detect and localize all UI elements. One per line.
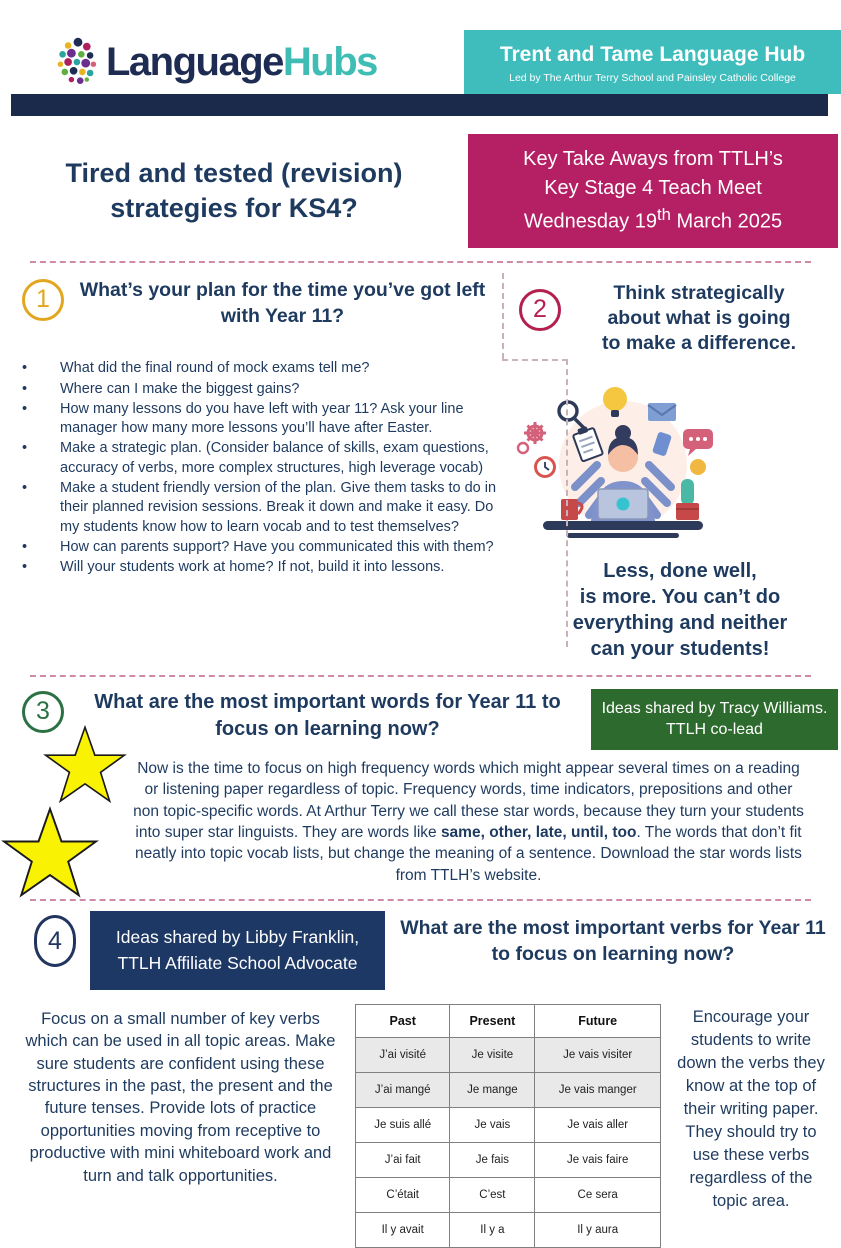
bullet-text: Will your students work at home? If not, build it into lessons. [60,559,445,576]
quote-line: Less, done well, [603,559,757,582]
table-cell: Je mange [450,1072,535,1107]
list-item [14,538,505,557]
navy-divider-bar [11,94,828,116]
table-cell: Je vais aller [535,1107,661,1142]
logo-wordmark [106,42,377,82]
takeaway-date-suffix: March 2025 [670,210,783,233]
section-3-number-badge: 3 [22,691,64,733]
column-header-present: Present [450,1004,535,1037]
section-2 [505,275,841,662]
paragraph-text: Now is the time to focus on high frequency words which might appear several times on a reading or listening paper regardless of topic. Frequency words, time indicators, prepositions and other non topic-specific words. At Arthur Terry we call these star words, because they turn your students into super star linguists. They are words like [133,759,804,841]
section-3 [0,677,841,886]
section-1 [0,275,505,662]
logo-dots-icon [56,36,100,88]
table-cell: Je vais visiter [535,1037,661,1072]
star-icon [2,807,98,899]
takeaway-date [472,203,834,237]
languagehubs-logo [56,30,377,94]
table-cell: C’est [450,1177,535,1212]
table-cell: C’était [356,1177,450,1212]
list-item [14,380,505,399]
verb-table-container [355,1004,661,1248]
table-row [356,1142,661,1177]
magnifier-icon [559,402,584,428]
section-4-right-paragraph: Encourage your students to write down the verbs they know at the top of their writing paper. They should try to use these verbs regardless of the topic area. [677,1007,825,1211]
table-cell: J’ai visité [356,1037,450,1072]
takeaway-line1: Key Take Aways from TTLH’s [523,148,783,170]
section-2-heading-line: to make a difference. [602,332,796,355]
speech-bubble-icon [683,429,713,456]
section-3-heading: What are the most important words for Year 11 to focus on learning now? [94,690,561,740]
hub-banner [464,30,841,94]
bullet-text: Where can I make the biggest gains? [60,380,300,397]
section-1-heading: What’s your plan for the time you’ve got left with Year 11? [79,278,486,327]
bullet-icon [14,439,60,478]
bullet-text: What did the final round of mock exams tell me? [60,360,370,377]
section-1-bullet-list [14,359,505,577]
list-item [14,400,505,439]
section-4-number-badge: 4 [34,915,76,967]
column-divider [566,359,568,647]
list-item [14,558,505,577]
column-divider [502,273,504,359]
intro-row [0,134,841,248]
logo-word-language: Language [106,40,283,84]
table-row [356,1212,661,1247]
sections-1-2 [0,263,841,662]
list-item [14,479,505,537]
hub-banner-title: Trent and Tame Language Hub [499,43,806,66]
section-2-number-badge: 2 [519,289,561,331]
bullet-icon [14,359,60,378]
section-4-left-paragraph: Focus on a small number of key verbs which can be used in all topic areas. Make sure students are confident using these structures in the past, the present and the future tenses. Provide lots of practice opportunities moving from receptive to productive with mini whiteboard work and turn and talk opportunities. [25,1009,336,1185]
header [0,0,841,94]
section-4 [0,901,841,1248]
table-row [356,1072,661,1107]
verb-table [355,1004,661,1248]
clock-icon [534,456,556,478]
table-row [356,1177,661,1212]
table-header-row [356,1004,661,1037]
section-2-heading-line: Think strategically [613,281,785,304]
table-cell: Je suis allé [356,1107,450,1142]
quote-line: can your students! [590,637,770,660]
bullet-text: How can parents support? Have you communicated this with them? [60,538,494,555]
bullet-icon [14,558,60,577]
logo-word-hubs: Hubs [282,40,377,84]
section-3-paragraph [130,758,807,886]
credit-line: Ideas shared by Libby Franklin, [115,927,360,948]
envelope-icon [648,403,676,421]
bullet-text: How many lessons do you have left with year 11? Ask your line manager how many more lessons you’ll have after Easter. [60,400,464,437]
column-header-future: Future [535,1004,661,1037]
table-cell: Je vais faire [535,1142,661,1177]
desk-shadow [567,533,679,538]
page-title-line2: strategies for KS4? [110,192,358,223]
table-cell: Il y a [450,1212,535,1247]
coin-icon [690,459,706,475]
table-cell: Je fais [450,1142,535,1177]
page-title [0,156,468,226]
bullet-icon [14,400,60,439]
hub-banner-subtitle: Led by The Arthur Terry School and Painsley Catholic College [509,72,796,84]
section-4-header [0,911,841,990]
credit-line: TTLH Affiliate School Advocate [117,953,358,974]
section-1-header [0,275,505,330]
takeaway-box [468,134,838,248]
gear-icon [518,422,546,453]
bullet-text: Make a student friendly version of the plan. Give them tasks to do in their planned revision sessions. Break it down and make it easy. Do my students know how to learn vocab and to test themselves? [60,479,497,535]
table-cell: Je vais [450,1107,535,1142]
list-item [14,439,505,478]
section-4-body [0,1004,841,1248]
paragraph-text: . The words that don’t fit neatly into topic vocab lists, but change the meaning of a sentence. Download the star words lists from TTLH’s website. [135,824,802,884]
section-4-credit-box [90,911,385,990]
section-2-heading [561,281,841,357]
bullet-icon [14,380,60,399]
multitasking-illustration [505,369,741,543]
bullet-icon [14,479,60,537]
takeaway-date-prefix: Wednesday 19 [523,210,657,233]
laptop-icon [598,489,648,519]
quote-line: is more. You can’t do [579,585,781,608]
table-cell: Je vais manger [535,1072,661,1107]
takeaway-date-sup: th [656,205,671,224]
section-4-heading: What are the most important verbs for Year 11 to focus on learning now? [400,917,826,966]
column-header-past: Past [356,1004,450,1037]
section-2-header [505,275,841,357]
table-row [356,1037,661,1072]
table-cell: Je visite [450,1037,535,1072]
paragraph-bold-words: same, other, late, until, too [440,824,637,841]
star-icon [44,725,126,805]
section-3-header [0,689,841,750]
table-cell: J’ai mangé [356,1072,450,1107]
section-2-heading-line: about what is going [607,307,791,329]
table-cell: J’ai fait [356,1142,450,1177]
quote-line: everything and neither [572,611,788,634]
section-3-credit-box: Ideas shared by Tracy Williams. TTLH co-lead [591,689,838,750]
list-item [14,359,505,378]
table-cell: Il y avait [356,1212,450,1247]
section-1-number-badge: 1 [22,279,64,321]
column-divider [502,359,568,361]
bullet-text: Make a strategic plan. (Consider balance of skills, exam questions, accuracy of verbs, more complex structures, high leverage vocab) [60,440,489,476]
takeaway-line2: Key Stage 4 Teach Meet [544,177,762,199]
table-cell: Ce sera [535,1177,661,1212]
table-row [356,1107,661,1142]
bullet-icon [14,538,60,557]
section-2-quote [505,558,841,662]
page-title-line1: Tired and tested (revision) [65,157,403,188]
table-cell: Il y aura [535,1212,661,1247]
